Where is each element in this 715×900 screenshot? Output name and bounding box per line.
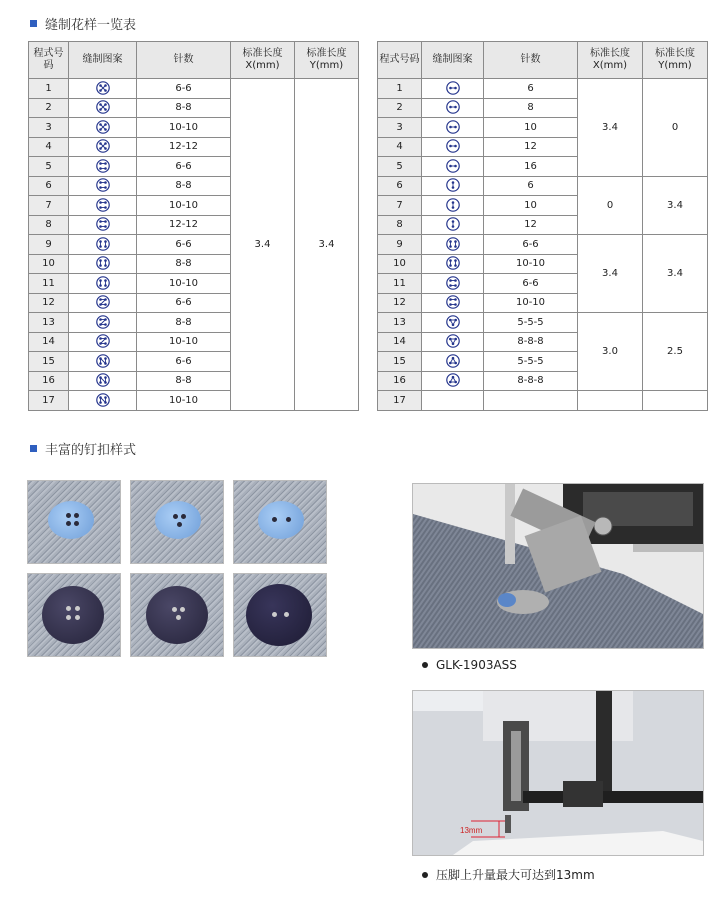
y-length-value: 2.5	[643, 313, 708, 391]
pattern-cell	[422, 391, 484, 411]
four-hole-equal-icon	[96, 217, 110, 231]
section2-title-text: 丰富的钉扣样式	[45, 443, 137, 458]
table-row	[378, 79, 708, 99]
three-hole-triangle-icon	[446, 334, 460, 348]
button-hole	[66, 521, 71, 526]
header-stitch: 针数	[484, 42, 578, 79]
two-hole-vertical-icon	[446, 178, 460, 192]
pattern-cell	[69, 235, 137, 255]
pattern-cell	[422, 352, 484, 372]
table-row	[378, 235, 708, 255]
button-photo-6	[233, 573, 327, 657]
pattern-cell	[422, 118, 484, 138]
pattern-cell	[422, 371, 484, 391]
stitch-count: 8-8	[137, 98, 231, 118]
four-hole-x-icon	[96, 120, 110, 134]
program-number: 4	[29, 137, 69, 157]
four-hole-parallel-icon	[446, 237, 460, 251]
four-hole-equal-icon	[446, 295, 460, 309]
pattern-cell	[69, 137, 137, 157]
caption-presser-foot	[422, 866, 595, 883]
stitch-count: 10-10	[484, 293, 578, 313]
button-hole	[66, 606, 71, 611]
program-number: 5	[29, 157, 69, 177]
four-hole-z-icon	[96, 295, 110, 309]
pattern-cell	[69, 332, 137, 352]
section-title-patterns	[30, 14, 136, 33]
pattern-cell	[422, 313, 484, 333]
pattern-cell	[422, 254, 484, 274]
program-number: 7	[29, 196, 69, 216]
pattern-cell	[69, 98, 137, 118]
program-number: 9	[378, 235, 422, 255]
stitch-count: 12-12	[137, 137, 231, 157]
two-hole-horizontal-icon	[446, 159, 460, 173]
header-y-length: 标准长度Y(mm)	[643, 42, 708, 79]
pattern-cell	[422, 137, 484, 157]
stitch-count: 5-5-5	[484, 352, 578, 372]
pattern-cell	[422, 79, 484, 99]
bullet-icon	[422, 662, 428, 668]
measure-label: 13mm	[460, 826, 483, 835]
button-hole	[75, 606, 80, 611]
program-number: 12	[378, 293, 422, 313]
sewing-machine-illustration-2	[413, 691, 703, 855]
section1-title-text: 缝制花样一览表	[45, 18, 137, 33]
table-row	[29, 79, 359, 99]
button-hole	[272, 612, 277, 617]
header-y-length: 标准长度Y(mm)	[295, 42, 359, 79]
button-hole	[75, 615, 80, 620]
caption-presser-foot-text: 压脚上升量最大可达到13mm	[436, 868, 595, 882]
button-photo-4	[27, 573, 121, 657]
program-number: 13	[378, 313, 422, 333]
two-hole-horizontal-icon	[446, 100, 460, 114]
table-row	[378, 176, 708, 196]
y-length-value	[643, 391, 708, 411]
four-hole-parallel-icon	[96, 276, 110, 290]
stitch-count: 12	[484, 137, 578, 157]
pattern-cell	[422, 157, 484, 177]
program-number: 8	[378, 215, 422, 235]
two-hole-vertical-icon	[446, 217, 460, 231]
stitch-count: 8-8	[137, 313, 231, 333]
stitch-count: 16	[484, 157, 578, 177]
four-hole-parallel-icon	[446, 256, 460, 270]
header-program-no: 程式号码	[29, 42, 69, 79]
program-number: 4	[378, 137, 422, 157]
four-hole-equal-icon	[96, 198, 110, 212]
bullet-icon	[422, 872, 428, 878]
stitch-count: 6-6	[137, 79, 231, 99]
stitch-count: 8	[484, 98, 578, 118]
button-hole	[66, 615, 71, 620]
stitch-count: 8-8	[137, 176, 231, 196]
x-length-value: 0	[578, 176, 643, 235]
section-marker-icon	[30, 445, 37, 452]
pattern-cell	[69, 176, 137, 196]
program-number: 7	[378, 196, 422, 216]
program-number: 2	[378, 98, 422, 118]
program-number: 6	[29, 176, 69, 196]
button-hole	[272, 517, 277, 522]
pattern-cell	[69, 293, 137, 313]
program-number: 16	[378, 371, 422, 391]
stitch-count: 8-8-8	[484, 371, 578, 391]
stitch-count: 8-8	[137, 254, 231, 274]
stitch-count: 8-8-8	[484, 332, 578, 352]
pattern-cell	[69, 352, 137, 372]
machine-photo-1	[412, 483, 704, 649]
program-number: 3	[378, 118, 422, 138]
program-number: 15	[378, 352, 422, 372]
y-length-value: 3.4	[643, 235, 708, 313]
x-length-value: 3.4	[231, 79, 295, 411]
stitch-count: 6-6	[137, 293, 231, 313]
program-number: 11	[378, 274, 422, 294]
blank-icon	[446, 393, 460, 407]
y-length-value: 0	[643, 79, 708, 177]
x-length-value: 3.4	[578, 235, 643, 313]
button-hole	[173, 514, 178, 519]
pattern-cell	[422, 293, 484, 313]
stitch-count: 10-10	[137, 118, 231, 138]
program-number: 2	[29, 98, 69, 118]
button-hole	[180, 607, 185, 612]
four-hole-z-icon	[96, 334, 110, 348]
program-number: 9	[29, 235, 69, 255]
caption-model	[422, 658, 517, 672]
button-hole	[284, 612, 289, 617]
stitch-count: 6-6	[137, 235, 231, 255]
program-number: 15	[29, 352, 69, 372]
button-hole	[177, 522, 182, 527]
four-hole-parallel-icon	[96, 237, 110, 251]
sewing-machine-illustration-1	[413, 484, 703, 648]
four-hole-equal-icon	[96, 178, 110, 192]
dark-button	[246, 584, 312, 646]
pattern-table-right	[377, 41, 708, 411]
program-number: 12	[29, 293, 69, 313]
table-row	[378, 391, 708, 411]
four-hole-equal-icon	[446, 276, 460, 290]
button-hole	[181, 514, 186, 519]
program-number: 10	[378, 254, 422, 274]
two-hole-horizontal-icon	[446, 139, 460, 153]
button-hole	[286, 517, 291, 522]
caption-model-text: GLK-1903ASS	[436, 658, 517, 672]
light-blue-button	[155, 501, 201, 539]
program-number: 1	[378, 79, 422, 99]
pattern-cell	[422, 98, 484, 118]
button-photo-2	[130, 480, 224, 564]
stitch-count: 10-10	[137, 332, 231, 352]
x-length-value: 3.0	[578, 313, 643, 391]
four-hole-z-icon	[96, 315, 110, 329]
button-photo-3	[233, 480, 327, 564]
pattern-cell	[69, 313, 137, 333]
four-hole-n-icon	[96, 354, 110, 368]
program-number: 16	[29, 371, 69, 391]
stitch-count: 6	[484, 176, 578, 196]
button-hole	[176, 615, 181, 620]
pattern-cell	[422, 332, 484, 352]
pattern-cell	[69, 196, 137, 216]
button-photo-1	[27, 480, 121, 564]
program-number: 13	[29, 313, 69, 333]
program-number: 5	[378, 157, 422, 177]
table-row	[378, 313, 708, 333]
four-hole-n-icon	[96, 393, 110, 407]
program-number: 17	[29, 391, 69, 411]
stitch-count	[484, 391, 578, 411]
three-hole-triangle-icon	[446, 315, 460, 329]
stitch-count: 5-5-5	[484, 313, 578, 333]
pattern-cell	[422, 235, 484, 255]
light-blue-button	[258, 501, 304, 539]
program-number: 17	[378, 391, 422, 411]
stitch-count: 10	[484, 118, 578, 138]
pattern-cell	[69, 79, 137, 99]
program-number: 1	[29, 79, 69, 99]
button-hole	[172, 607, 177, 612]
four-hole-parallel-icon	[96, 256, 110, 270]
header-pattern: 缝制图案	[69, 42, 137, 79]
four-hole-equal-icon	[96, 159, 110, 173]
three-hole-inverted-icon	[446, 373, 460, 387]
program-number: 6	[378, 176, 422, 196]
stitch-count: 10	[484, 196, 578, 216]
pattern-cell	[69, 118, 137, 138]
stitch-count: 12	[484, 215, 578, 235]
stitch-count: 6-6	[137, 157, 231, 177]
four-hole-x-icon	[96, 100, 110, 114]
button-hole	[74, 521, 79, 526]
pattern-cell	[422, 215, 484, 235]
program-number: 14	[29, 332, 69, 352]
dark-button	[42, 586, 104, 644]
pattern-cell	[422, 196, 484, 216]
button-hole	[66, 513, 71, 518]
stitch-count: 6-6	[484, 235, 578, 255]
two-hole-horizontal-icon	[446, 81, 460, 95]
header-program-no: 程式号码	[378, 42, 422, 79]
pattern-cell	[69, 391, 137, 411]
stitch-count: 10-10	[137, 196, 231, 216]
four-hole-x-icon	[96, 81, 110, 95]
pattern-cell	[69, 254, 137, 274]
light-blue-button	[48, 501, 94, 539]
four-hole-n-icon	[96, 373, 110, 387]
machine-photo-2	[412, 690, 704, 856]
two-hole-horizontal-icon	[446, 120, 460, 134]
header-x-length: 标准长度X(mm)	[231, 42, 295, 79]
y-length-value: 3.4	[643, 176, 708, 235]
pattern-cell	[422, 176, 484, 196]
stitch-count: 6-6	[484, 274, 578, 294]
button-photo-5	[130, 573, 224, 657]
two-hole-vertical-icon	[446, 198, 460, 212]
y-length-value: 3.4	[295, 79, 359, 411]
x-length-value	[578, 391, 643, 411]
x-length-value: 3.4	[578, 79, 643, 177]
section-marker-icon	[30, 20, 37, 27]
stitch-count: 10-10	[137, 274, 231, 294]
stitch-count: 6-6	[137, 352, 231, 372]
three-hole-inverted-icon	[446, 354, 460, 368]
program-number: 14	[378, 332, 422, 352]
pattern-cell	[69, 215, 137, 235]
pattern-cell	[69, 157, 137, 177]
program-number: 3	[29, 118, 69, 138]
pattern-cell	[69, 274, 137, 294]
header-pattern: 缝制图案	[422, 42, 484, 79]
header-stitch: 针数	[137, 42, 231, 79]
stitch-count: 10-10	[484, 254, 578, 274]
stitch-count: 12-12	[137, 215, 231, 235]
stitch-count: 8-8	[137, 371, 231, 391]
stitch-count: 6	[484, 79, 578, 99]
header-x-length: 标准长度X(mm)	[578, 42, 643, 79]
section-title-styles	[30, 439, 136, 458]
pattern-table-left	[28, 41, 359, 411]
pattern-cell	[69, 371, 137, 391]
program-number: 10	[29, 254, 69, 274]
stitch-count: 10-10	[137, 391, 231, 411]
program-number: 8	[29, 215, 69, 235]
program-number: 11	[29, 274, 69, 294]
four-hole-x-icon	[96, 139, 110, 153]
button-hole	[74, 513, 79, 518]
pattern-cell	[422, 274, 484, 294]
